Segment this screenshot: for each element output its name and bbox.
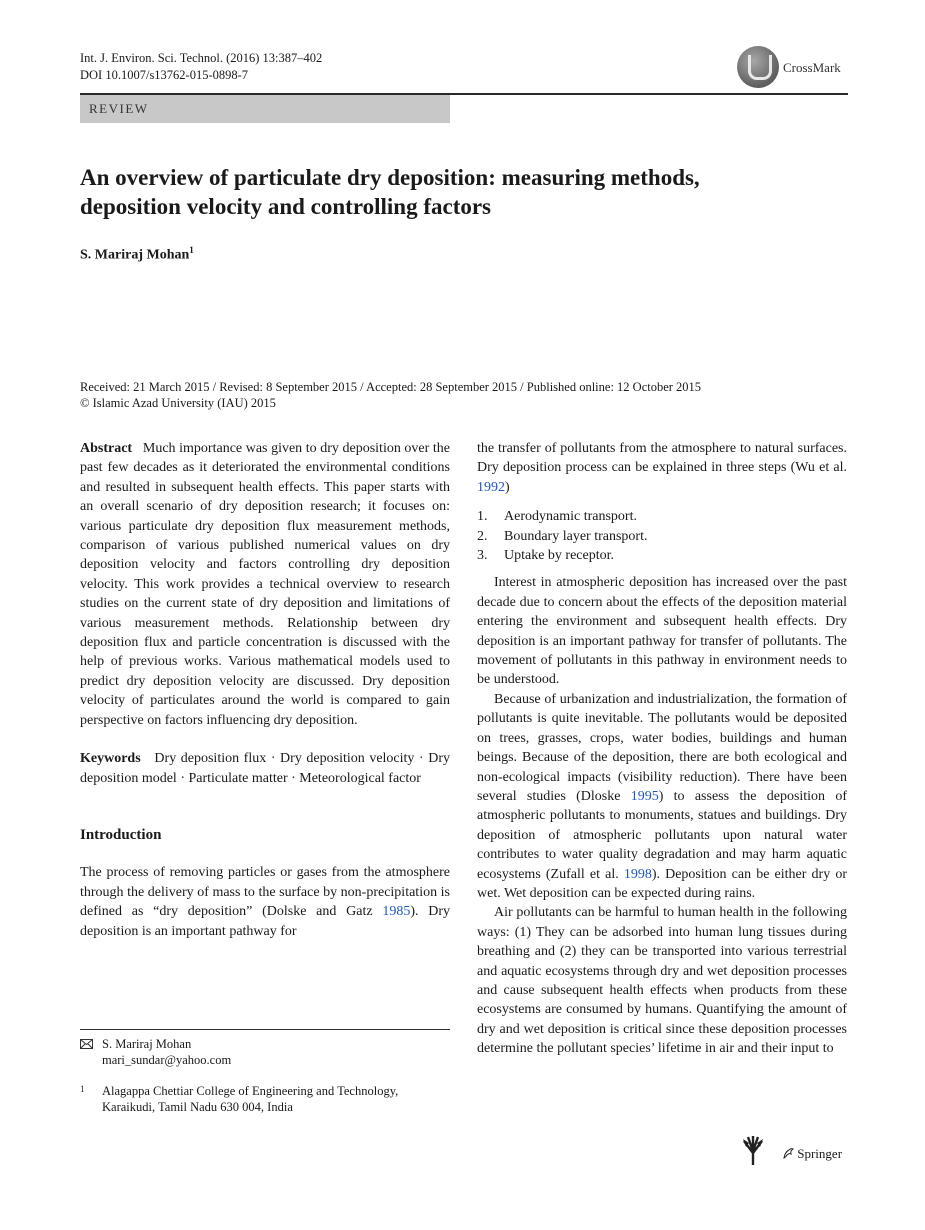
- dates-line: Received: 21 March 2015 / Revised: 8 September 2015 / Accepted: 28 September 2015 / Published online: 12 October 2015: [80, 380, 702, 394]
- doi-line[interactable]: DOI 10.1007/s13762-015-0898-7: [80, 68, 249, 82]
- author-name: [80, 245, 194, 264]
- article-history: [80, 379, 701, 411]
- right-p1-text-b: ): [505, 479, 510, 495]
- right-p3-text-b: ) to assess the deposition of atmospheric pollutants to monuments, statues and buildings. Dry deposition of atmospheric pollutants upon natural water contributes to water quality degradation and may harm aquatic ecosystems (Zufall et al.: [477, 788, 848, 882]
- right-p1-text-a: the transfer of pollutants from the atmosphere to natural surfaces. Dry deposition process can be explained in three steps (Wu et al.: [477, 441, 847, 476]
- footnote-rule: [80, 1029, 450, 1030]
- citation-link-1995[interactable]: 1995: [630, 788, 659, 804]
- envelope-icon: [80, 1036, 102, 1068]
- journal-line: Int. J. Environ. Sci. Technol. (2016) 13:387–402: [80, 51, 323, 65]
- abstract-text: Much importance was given to dry deposition over the past few decades as it deteriorated the environmental conditions and resulted in subsequent health effects. This paper starts with an overall scenario of dry deposition research; it focuses on: various particulate dry deposition flux measurement methods, comparison of various published numerical values on dry deposition velocity and factors controlling dry deposition velocity. This work provides a technical overview to research studies on the current state of dry deposition and limitations of various measurement methods. Relationship between dry deposition flux and particle concentration is discussed with the help of previous works. Various mathematical models used to predict dry deposition velocity are discussed. Dry deposition velocity of particulates around the world is compared to gain perspective on factors influencing dry deposition.: [80, 441, 451, 728]
- right-p3-text-a: Because of urbanization and industrialization, the formation of pollutants is quite inevitable. The pollutants would be deposited on trees, grasses, crops, water bodies, buildings and human beings. Because of the deposition, there are both ecological and non-ecological impacts (visibility reduction). There have been several studies (Dloske: [477, 691, 847, 804]
- citation-link-1985[interactable]: 1985: [382, 904, 411, 920]
- journal-citation: [80, 50, 322, 84]
- footnotes: [80, 1036, 450, 1115]
- list-item: 1. Aerodynamic transport.: [477, 509, 637, 525]
- abstract-paragraph: [80, 439, 450, 730]
- deposition-steps-list: [477, 507, 847, 565]
- publisher-name: Springer: [797, 1146, 843, 1161]
- abstract-label: Abstract: [80, 441, 133, 456]
- title-line-2: deposition velocity and controlling factors: [80, 194, 492, 219]
- right-paragraph-3: [477, 690, 847, 903]
- keywords-text: Dry deposition flux · Dry deposition velocity · Dry deposition model · Particulate matter · Meteorological factor: [80, 751, 451, 786]
- contact-name: S. Mariraj Mohan: [102, 1037, 192, 1051]
- list-item: 2. Boundary layer transport.: [477, 528, 648, 544]
- intro-paragraph: [80, 863, 450, 941]
- list-item: 3. Uptake by receptor.: [477, 548, 615, 564]
- crossmark-icon: [737, 46, 779, 88]
- affiliation-mark: 1: [80, 1084, 85, 1094]
- publisher-logo: [740, 1135, 850, 1165]
- springer-horse-icon: [782, 1147, 794, 1159]
- contact-footnote: [80, 1036, 450, 1068]
- copyright-line: © Islamic Azad University (IAU) 2015: [80, 396, 276, 410]
- right-paragraph-2: Interest in atmospheric deposition has increased over the past decade due to concern about the effects of the deposition material entering the environment and subsequent health effects. Dry deposition is an important pathway for transfer of pollutants. The movement of pollutants in this pathway in environment needs to be understood.: [477, 575, 847, 688]
- affiliation-line-1: Alagappa Chettiar College of Engineering and Technology,: [102, 1084, 399, 1098]
- introduction-heading: Introduction: [80, 826, 162, 843]
- contact-email[interactable]: mari_sundar@yahoo.com: [102, 1053, 232, 1067]
- affiliation-footnote: [80, 1083, 450, 1115]
- crossmark-badge[interactable]: [737, 46, 849, 92]
- right-column: [477, 439, 847, 1059]
- springer-label: [782, 1146, 842, 1162]
- intro-text-a: The process of removing particles or gases from the atmosphere through the delivery of mass to the surface by non-precipitation is defined as “dry deposition” (Dolske and Gatz: [80, 865, 450, 920]
- citation-link-1998[interactable]: 1998: [623, 866, 652, 882]
- author-text: S. Mariraj Mohan: [80, 247, 190, 263]
- crossmark-label: CrossMark: [783, 60, 841, 75]
- intro-text-b: ). Dry deposition is an important pathway for: [80, 904, 451, 939]
- right-paragraph-1: [477, 439, 847, 497]
- section-label: REVIEW: [89, 101, 149, 116]
- author-affil-mark: 1: [189, 245, 194, 255]
- right-p3-text-c: ). Deposition can be either dry or wet. Wet deposition can be expected during rains.: [477, 866, 847, 901]
- keywords-paragraph: [80, 749, 450, 788]
- citation-link-1992[interactable]: 1992: [477, 479, 505, 495]
- keywords-label: Keywords: [80, 751, 141, 767]
- article-title: [80, 163, 840, 221]
- title-line-1: An overview of particulate dry deposition: measuring methods,: [80, 165, 700, 190]
- left-column: [80, 439, 450, 941]
- affiliation-line-2: Karaikudi, Tamil Nadu 630 004, India: [102, 1100, 293, 1114]
- right-paragraph-4: Air pollutants can be harmful to human health in the following ways: (1) They can be adsorbed into human lung tissues during breathing and (2) they can be transported into various terrestrial and aquatic ecosystems through dry and wet deposition processes and cause subsequent health effects when products from these ecosystems are consumed by humans. Quantifying the amount of dry and wet deposition is critical since these deposition processes determine the pollutant species’ lifetime in air and their input to: [477, 905, 847, 1057]
- springer-tree-icon: [740, 1135, 766, 1165]
